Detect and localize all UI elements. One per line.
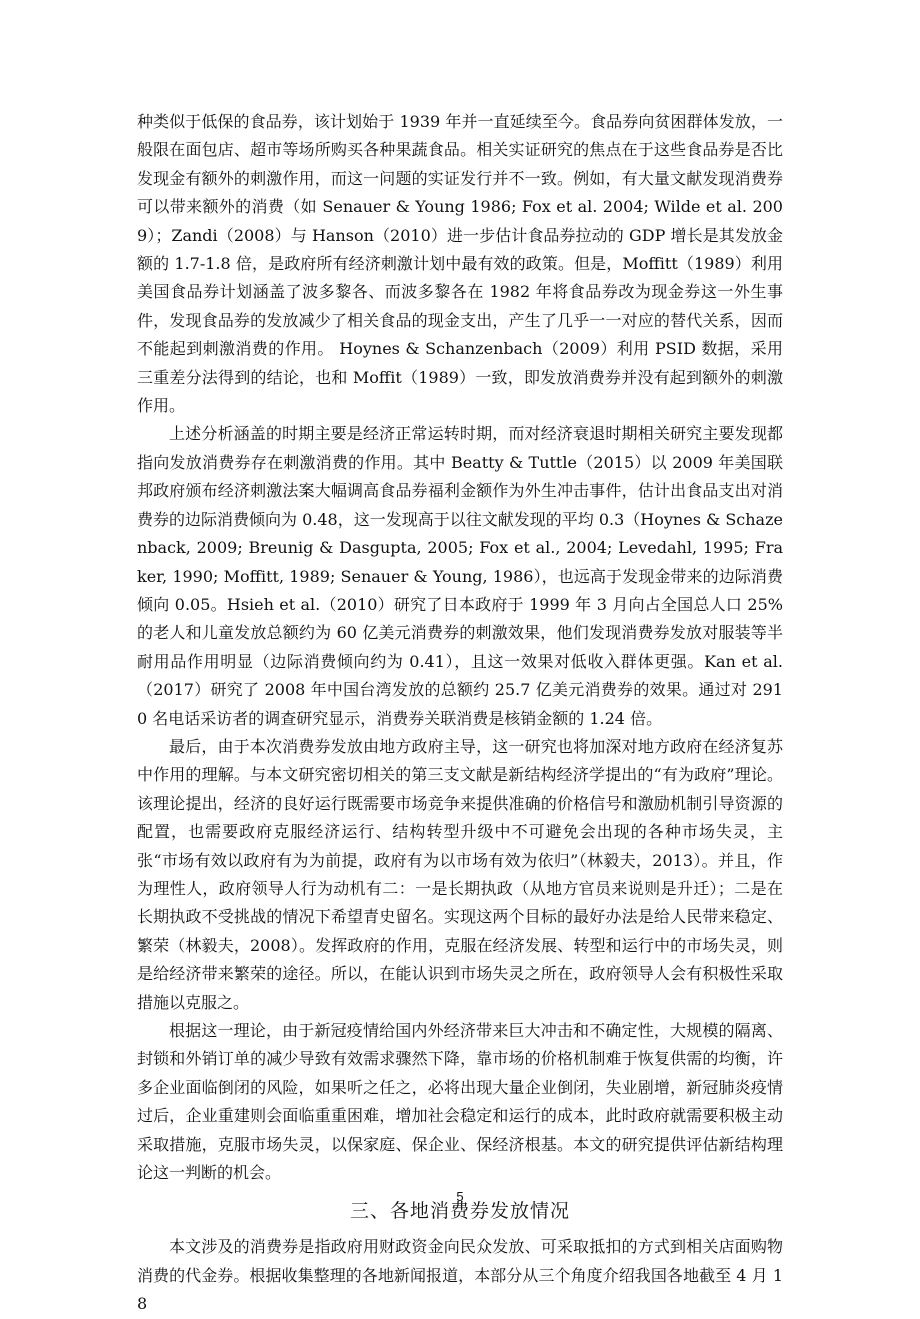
paragraph-recession-studies: 上述分析涵盖的时期主要是经济正常运转时期，而对经济衰退时期相关研究主要发现都指向发放消费券存在刺激消费的作用。其中 Beatty & Tuttle（2015）以 2009 年美国联邦政府颁布经济刺激法案大幅调高食品券福利金额作为外生冲击事件，估计出食品支出对消费券的边际消费倾向为 0.48，这一发现高于以往文献发现的平均 0.3（Hoynes & Schazenback, 2009; Breunig & Dasgupta, 2005; Fox et al., 2004; Levedahl, 1995; Fraker, 1990; Moffitt, 1989; Senauer & Young, 1986），也远高于发现金带来的边际消费倾向 0.05。Hsieh et al.（2010）研究了日本政府于 1999 年 3 月向占全国总人口 25%的老人和儿童发放总额约为 60 亿美元消费券的刺激效果，他们发现消费券发放对服装等半耐用品作用明显（边际消费倾向约为 0.41），且这一效果对低收入群体更强。Kan et al.（2017）研究了 2008 年中国台湾发放的总额约 25.7 亿美元消费券的效果。通过对 2910 名电话采访者的调查研究显示，消费券关联消费是核销金额的 1.24 倍。 (137, 424, 783, 728)
paragraph-section-intro: 本文涉及的消费券是指政府用财政资金向民众发放、可采取抵扣的方式到相关店面购物消费的代金券。根据收集整理的各地新闻报道，本部分从三个角度介绍我国各地截至 4 月 18 (137, 1237, 783, 1314)
page-number: 5 (456, 1189, 464, 1204)
paragraph-food-stamps: 种类似于低保的食品券，该计划始于 1939 年并一直延续至今。食品券向贫困群体发放，一般限在面包店、超市等场所购买各种果蔬食品。相关实证研究的焦点在于这些食品券是否比发现金有额外的刺激作用，而这一问题的实证发行并不一致。例如，有大量文献发现消费券可以带来额外的消费（如 Senauer & Young 1986; Fox et al. 2004; Wilde et al. 2009）；Zandi（2008）与 Hanson（2010）进一步估计食品券拉动的 GDP 增长是其发放金额的 1.7-1.8 倍，是政府所有经济刺激计划中最有效的政策。但是，Moffitt（1989）利用美国食品券计划涵盖了波多黎各、而波多黎各在 1982 年将食品券改为现金券这一外生事件，发现食品券的发放减少了相关食品的现金支出，产生了几乎一一对应的替代关系，因而不能起到刺激消费的作用。 Hoynes & Schanzenbach（2009）利用 PSID 数据，采用三重差分法得到的结论，也和 Moffit（1989）一致，即发放消费券并没有起到额外的刺激作用。 (137, 112, 783, 416)
paragraph-theory-application: 根据这一理论，由于新冠疫情给国内外经济带来巨大冲击和不确定性，大规模的隔离、封锁和外销订单的减少导致有效需求骤然下降，靠市场的价格机制难于恢复供需的均衡，许多企业面临倒闭的风险，如果听之任之，必将出现大量企业倒闭，失业剧增，新冠肺炎疫情过后，企业重建则会面临重重困难，增加社会稳定和运行的成本，此时政府就需要积极主动采取措施，克服市场失灵，以保家庭、保企业、保经济根基。本文的研究提供评估新结构理论这一判断的机会。 (137, 1021, 783, 1183)
page-body (137, 108, 783, 1319)
section-heading: 三、各地消费券发放情况 (349, 1200, 570, 1223)
paragraph-effective-government: 最后，由于本次消费券发放由地方政府主导，这一研究也将加深对地方政府在经济复苏中作用的理解。与本文研究密切相关的第三支文献是新结构经济学提出的“有为政府”理论。该理论提出，经济的良好运行既需要市场竞争来提供准确的价格信号和激励机制引导资源的配置，也需要政府克服经济运行、结构转型升级中不可避免会出现的各种市场失灵，主张“市场有效以政府有为为前提，政府有为以市场有效为依归”（林毅夫，2013）。并且，作为理性人，政府领导人行为动机有二：一是长期执政（从地方官员来说则是升迁）；二是在长期执政不受挑战的情况下希望青史留名。实现这两个目标的最好办法是给人民带来稳定、繁荣（林毅夫，2008）。发挥政府的作用，克服在经济发展、转型和运行中的市场失灵，则是给经济带来繁荣的途径。所以，在能认识到市场失灵之所在，政府领导人会有积极性采取措施以克服之。 (137, 736, 783, 1012)
